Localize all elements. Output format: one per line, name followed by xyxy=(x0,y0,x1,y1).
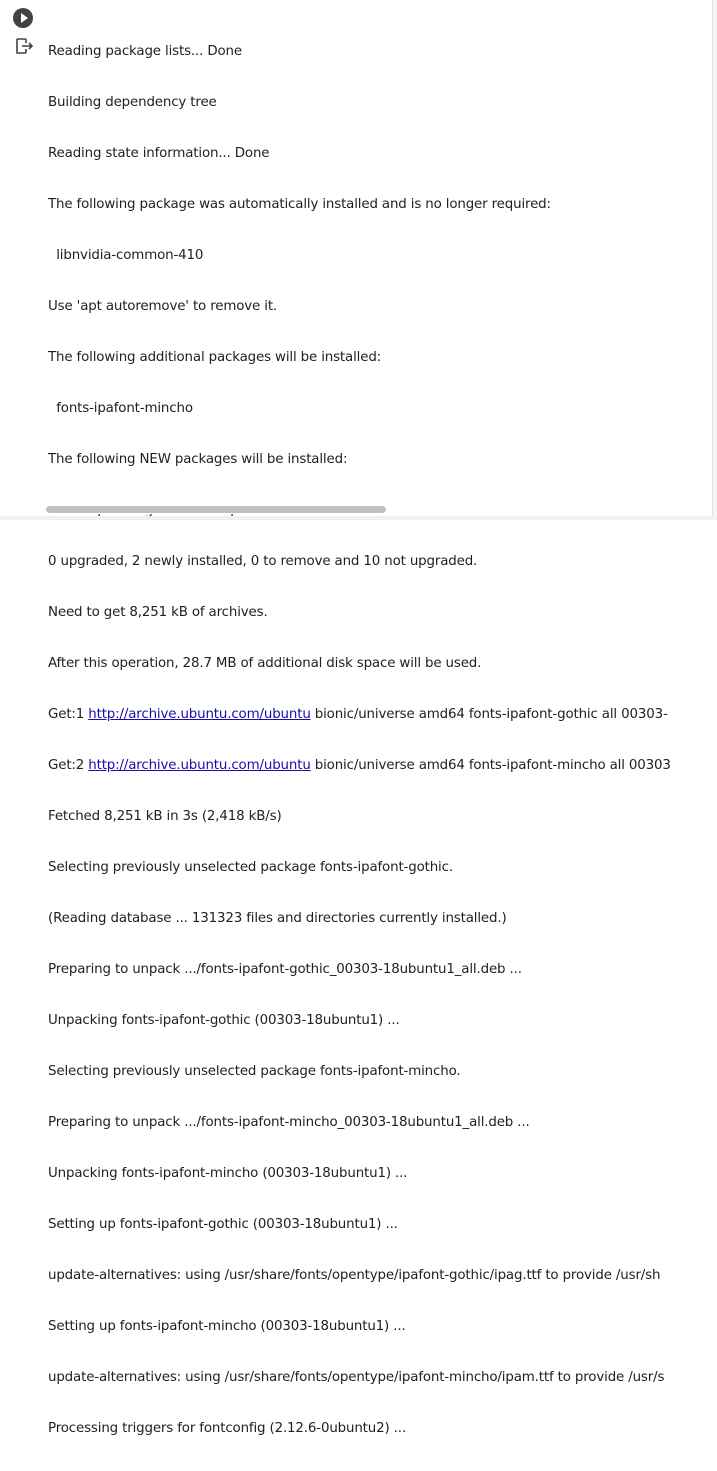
output-line: update-alternatives: using /usr/share/fonts/opentype/ipafont-gothic/ipag.ttf to provide /usr/sh xyxy=(48,1268,661,1283)
output-line-get2 xyxy=(48,757,712,774)
get2-suffix: bionic/universe amd64 fonts-ipafont-mincho all 00303 xyxy=(310,758,671,773)
output-right-edge xyxy=(712,0,717,520)
output-line: The following package was automatically installed and is no longer required: xyxy=(48,197,551,212)
output-line: After this operation, 28.7 MB of additional disk space will be used. xyxy=(48,656,482,671)
output-line: Processing triggers for fontconfig (2.12.6-0ubuntu2) ... xyxy=(48,1421,406,1436)
horizontal-scrollbar[interactable] xyxy=(44,504,712,514)
output-line: update-alternatives: using /usr/share/fonts/opentype/ipafont-mincho/ipam.ttf to provide /usr/s xyxy=(48,1370,665,1385)
horizontal-scrollbar-thumb[interactable] xyxy=(46,506,386,513)
cell-gutter xyxy=(0,0,44,520)
output-line: Need to get 8,251 kB of archives. xyxy=(48,605,268,620)
output-line: Fetched 8,251 kB in 3s (2,418 kB/s) xyxy=(48,809,282,824)
get1-archive-link[interactable]: http://archive.ubuntu.com/ubuntu xyxy=(88,707,311,722)
output-line: libnvidia-common-410 xyxy=(48,248,204,263)
get2-archive-link[interactable]: http://archive.ubuntu.com/ubuntu xyxy=(88,758,311,773)
get1-prefix: Get:1 xyxy=(48,707,89,722)
output-line: Setting up fonts-ipafont-mincho (00303-18ubuntu1) ... xyxy=(48,1319,406,1334)
output-line: (Reading database ... 131323 files and directories currently installed.) xyxy=(48,911,507,926)
output-line: Use 'apt autoremove' to remove it. xyxy=(48,299,278,314)
output-line: The following additional packages will be installed: xyxy=(48,350,382,365)
output-line: Selecting previously unselected package fonts-ipafont-mincho. xyxy=(48,1064,461,1079)
cell-output xyxy=(44,0,712,1436)
output-line: Unpacking fonts-ipafont-mincho (00303-18ubuntu1) ... xyxy=(48,1166,408,1181)
output-line: Reading state information... Done xyxy=(48,146,270,161)
get1-suffix: bionic/universe amd64 fonts-ipafont-gothic all 00303- xyxy=(310,707,668,722)
run-cell-button[interactable] xyxy=(13,8,33,28)
output-line: fonts-ipafont-mincho xyxy=(48,401,193,416)
output-line: 0 upgraded, 2 newly installed, 0 to remove and 10 not upgraded. xyxy=(48,554,478,569)
cell-bottom-border xyxy=(0,516,717,520)
output-line: The following NEW packages will be installed: xyxy=(48,452,348,467)
output-line: Setting up fonts-ipafont-gothic (00303-18ubuntu1) ... xyxy=(48,1217,398,1232)
output-line: Preparing to unpack .../fonts-ipafont-gothic_00303-18ubuntu1_all.deb ... xyxy=(48,962,522,977)
get2-prefix: Get:2 xyxy=(48,758,89,773)
output-line: Selecting previously unselected package fonts-ipafont-gothic. xyxy=(48,860,453,875)
output-line: Unpacking fonts-ipafont-gothic (00303-18ubuntu1) ... xyxy=(48,1013,400,1028)
output-redirect-icon[interactable] xyxy=(14,37,34,55)
output-line: Preparing to unpack .../fonts-ipafont-mincho_00303-18ubuntu1_all.deb ... xyxy=(48,1115,530,1130)
output-line-get1 xyxy=(48,706,712,723)
output-line: Building dependency tree xyxy=(48,95,217,110)
output-line: Reading package lists... Done xyxy=(48,44,242,59)
